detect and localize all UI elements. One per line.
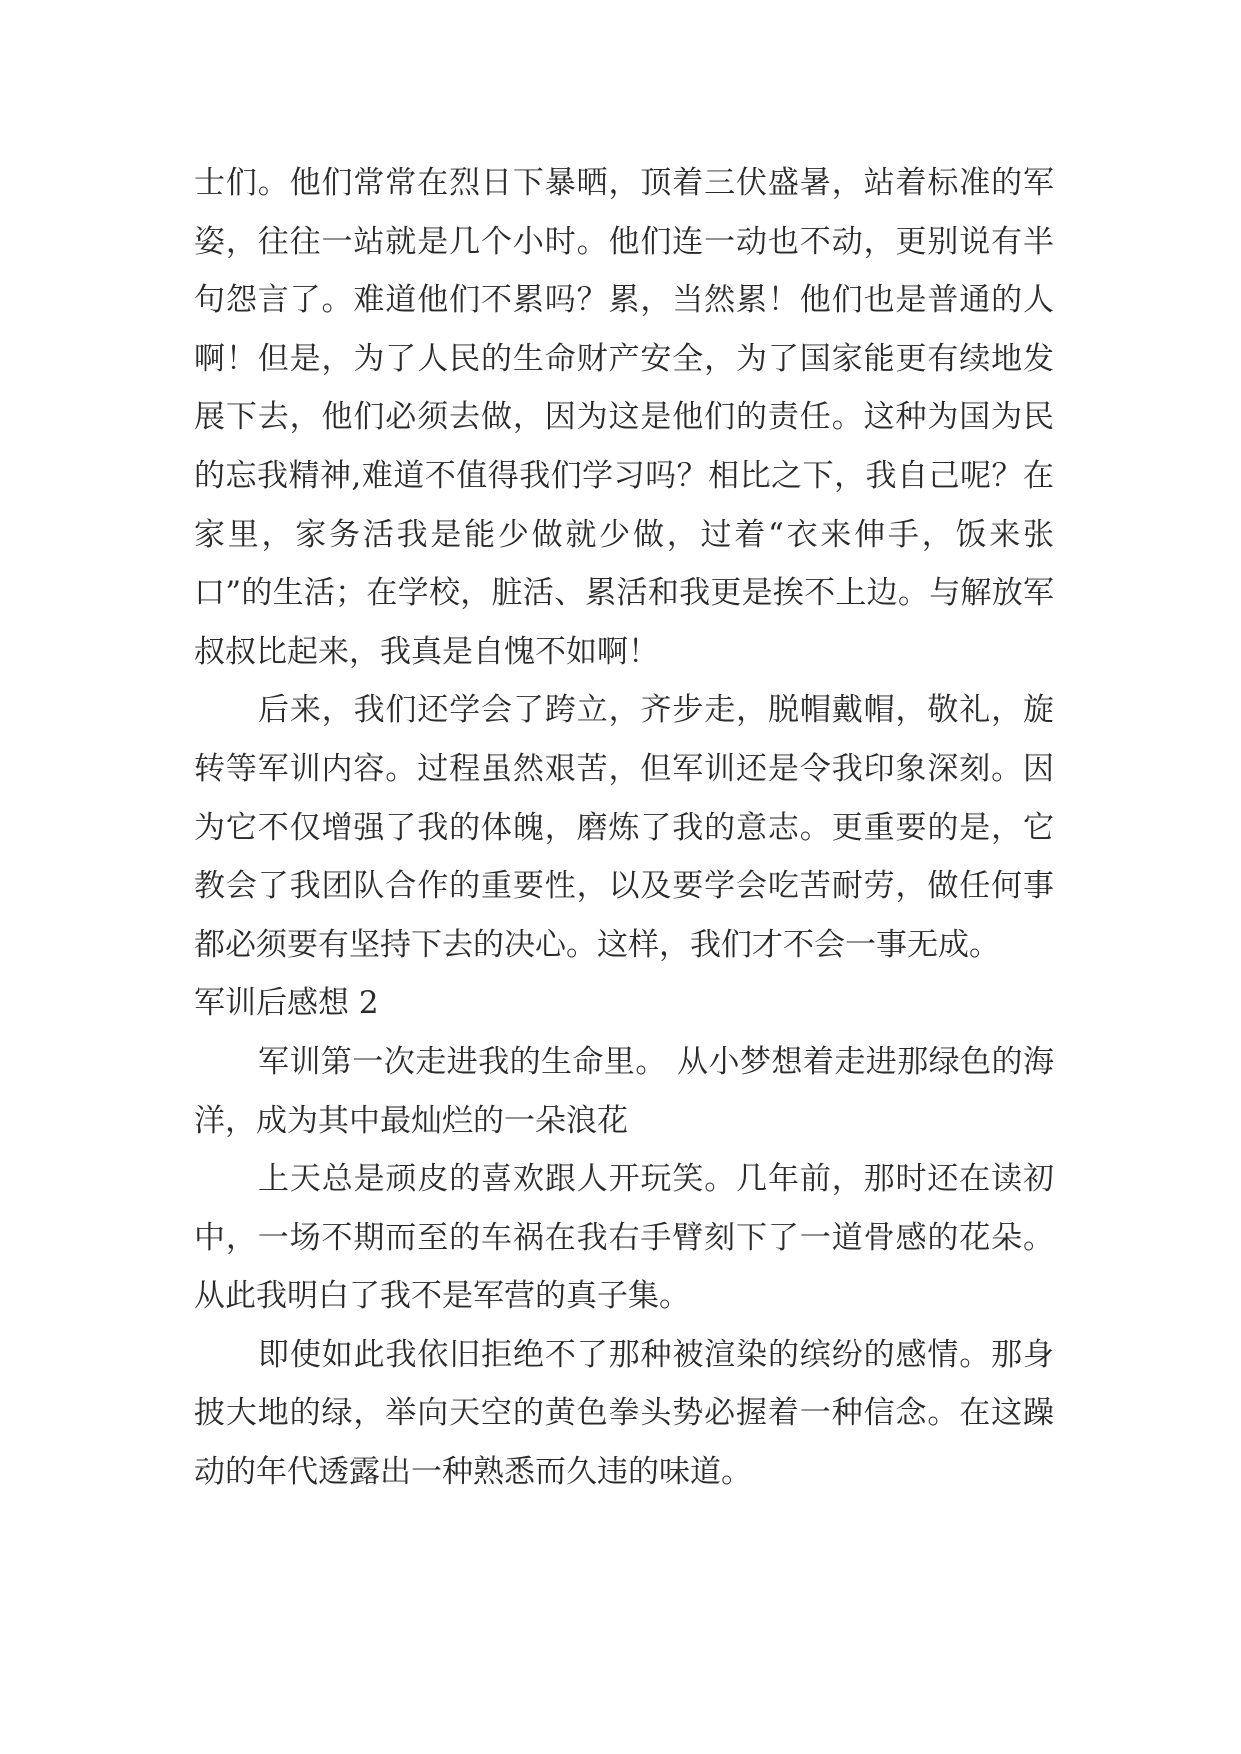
document-body: [194, 154, 1054, 1502]
paragraph-2: 后来，我们还学会了跨立，齐步走，脱帽戴帽，敬礼，旋转等军训内容。过程虽然艰苦，但军训还是令我印象深刻。因为它不仅增强了我的体魄，磨炼了我的意志。更重要的是，它教会了我团队合作的重要性，以及要学会吃苦耐劳，做任何事都必须要有坚持下去的决心。这样，我们才不会一事无成。: [194, 692, 1054, 963]
section-paragraph-2: 上天总是顽皮的喜欢跟人开玩笑。几年前，那时还在读初中，一场不期而至的车祸在我右手臂刻下了一道骨感的花朵。从此我明白了我不是军营的真子集。: [194, 1161, 1054, 1315]
section-title: 军训后感想 2: [194, 985, 379, 1022]
section-paragraph-3: 即使如此我依旧拒绝不了那种被渲染的缤纷的感情。那身披大地的绿，举向天空的黄色拳头势必握着一种信念。在这躁动的年代透露出一种熟悉而久违的味道。: [194, 1336, 1054, 1491]
paragraph-1: 士们。他们常常在烈日下暴晒，顶着三伏盛暑，站着标准的军姿，往往一站就是几个小时。他们连一动也不动，更别说有半句怨言了。难道他们不累吗？累，当然累！他们也是普通的人啊！但是，为了人民的生命财产安全，为了国家能更有续地发展下去，他们必须去做，因为这是他们的责任。这种为国为民的忘我精神,难道不值得我们学习吗？相比之下，我自己呢？在家里，家务活我是能少做就少做，过着“衣来伸手，饭来张口”的生活；在学校，脏活、累活和我更是挨不上边。与解放军叔叔比起来，我真是自愧不如啊！: [194, 165, 1054, 670]
section-paragraph-1: 军训第一次走进我的生命里。 从小梦想着走进那绿色的海洋，成为其中最灿烂的一朵浪花: [194, 1043, 1054, 1139]
